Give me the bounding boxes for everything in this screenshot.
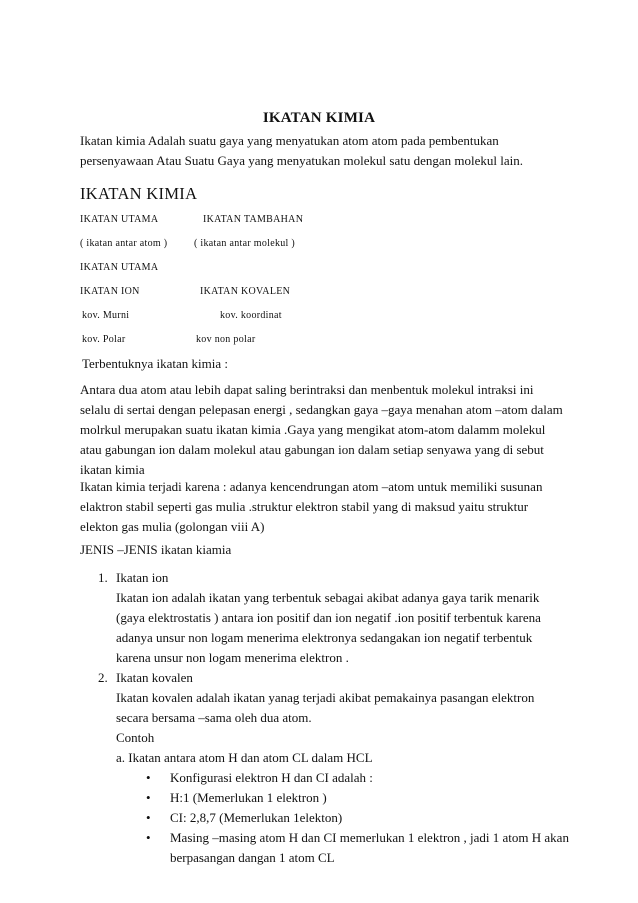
- paragraph-line: selalu di sertai dengan pelepasan energi , sedangkan gaya –gaya menahan atom –atom dalam: [80, 402, 563, 417]
- paragraph: [80, 477, 542, 537]
- intro-paragraph: [80, 131, 523, 171]
- sub-item: a. Ikatan antara atom H dan atom CL dalam HCL: [116, 750, 373, 765]
- table-cell: IKATAN UTAMA: [80, 214, 159, 225]
- paragraph-line: atau gabungan ion dalam molekul atau gabungan ion dalam setiap senyawa yang di sebut: [80, 442, 544, 457]
- paragraph-line: Antara dua atom atau lebih dapat saling berintraksi dan menbentuk molekul intraksi ini: [80, 382, 534, 397]
- paragraph-line: elekton gas mulia (golongan viii A): [80, 519, 265, 534]
- subheading: JENIS –JENIS ikatan kiamia: [80, 542, 232, 557]
- list-item-line: (gaya elektrostatis ) antara ion positif dan ion negatif .ion positif terbentuk karena: [116, 610, 541, 625]
- subheading: Terbentuknya ikatan kimia :: [82, 356, 229, 371]
- bullet-item: [146, 768, 569, 788]
- bullet-text: H:1 (Memerlukan 1 elektron ): [170, 790, 327, 805]
- bullet-item: [146, 788, 569, 808]
- bullet-dot-icon: •: [146, 830, 151, 845]
- bullet-dot-icon: •: [146, 770, 151, 785]
- document-title: IKATAN KIMIA: [262, 110, 376, 126]
- bullet-list: [146, 768, 569, 868]
- list-item-line: Contoh: [116, 730, 155, 745]
- table-cell: kov. koordinat: [220, 310, 282, 321]
- list-number: 2.: [98, 670, 108, 685]
- paragraph-line: elaktron stabil seperti gas mulia .struktur elektron stabil yang di maksud yaitu struktur: [80, 499, 529, 514]
- intro-line: Ikatan kimia Adalah suatu gaya yang menyatukan atom atom pada pembentukan: [80, 133, 499, 148]
- table-cell: IKATAN ION: [80, 286, 140, 297]
- list-item-title: Ikatan kovalen: [116, 670, 193, 685]
- bullet-text: CI: 2,8,7 (Memerlukan 1elekton): [170, 810, 343, 825]
- table-cell: IKATAN KOVALEN: [200, 286, 291, 297]
- list-item-line: Ikatan ion adalah ikatan yang terbentuk sebagai akibat adanya gaya tarik menarik: [116, 590, 540, 605]
- table-cell: ( ikatan antar molekul ): [194, 238, 296, 249]
- bullet-item: [146, 828, 569, 868]
- list-item-line: karena unsur non logam menerima elektron .: [116, 650, 349, 665]
- list-item-title: Ikatan ion: [116, 570, 169, 585]
- bullet-text: Konfigurasi elektron H dan CI adalah :: [170, 770, 373, 785]
- bullet-text: Masing –masing atom H dan CI memerlukan 1 elektron , jadi 1 atom H akan: [170, 830, 569, 845]
- table-cell: ( ikatan antar atom ): [80, 238, 168, 249]
- paragraph-line: ikatan kimia: [80, 462, 145, 477]
- list-item-line: secara bersama –sama oleh dua atom.: [116, 710, 312, 725]
- paragraph: [80, 380, 563, 480]
- bullet-item: [146, 808, 569, 828]
- section-heading: IKATAN KIMIA: [80, 184, 198, 203]
- list-item-line: Ikatan kovalen adalah ikatan yanag terjadi akibat pemakainya pasangan elektron: [116, 690, 535, 705]
- paragraph-line: molrkul merupakan suatu ikatan kimia .Gaya yang mengikat atom-atom dalamm molekul: [80, 422, 546, 437]
- table-cell: IKATAN TAMBAHAN: [203, 214, 304, 225]
- paragraph-line: Ikatan kimia terjadi karena : adanya kencendrungan atom –atom untuk memiliki susunan: [80, 479, 543, 494]
- table-cell: IKATAN UTAMA: [80, 262, 159, 273]
- bullet-dot-icon: •: [146, 810, 151, 825]
- list-item: [116, 668, 534, 748]
- table-cell: kov. Polar: [82, 334, 126, 345]
- list-item: [116, 568, 541, 668]
- bullet-text-continuation: berpasangan dangan 1 atom CL: [170, 850, 335, 865]
- table-cell: kov. Murni: [82, 310, 130, 321]
- list-item-line: adanya unsur non logam menerima elektronya sedangakan ion negatif terbentuk: [116, 630, 533, 645]
- list-number: 1.: [98, 570, 108, 585]
- table-cell: kov non polar: [196, 334, 256, 345]
- bullet-dot-icon: •: [146, 790, 151, 805]
- intro-line: persenyawaan Atau Suatu Gaya yang menyatukan molekul satu dengan molekul lain.: [80, 153, 523, 168]
